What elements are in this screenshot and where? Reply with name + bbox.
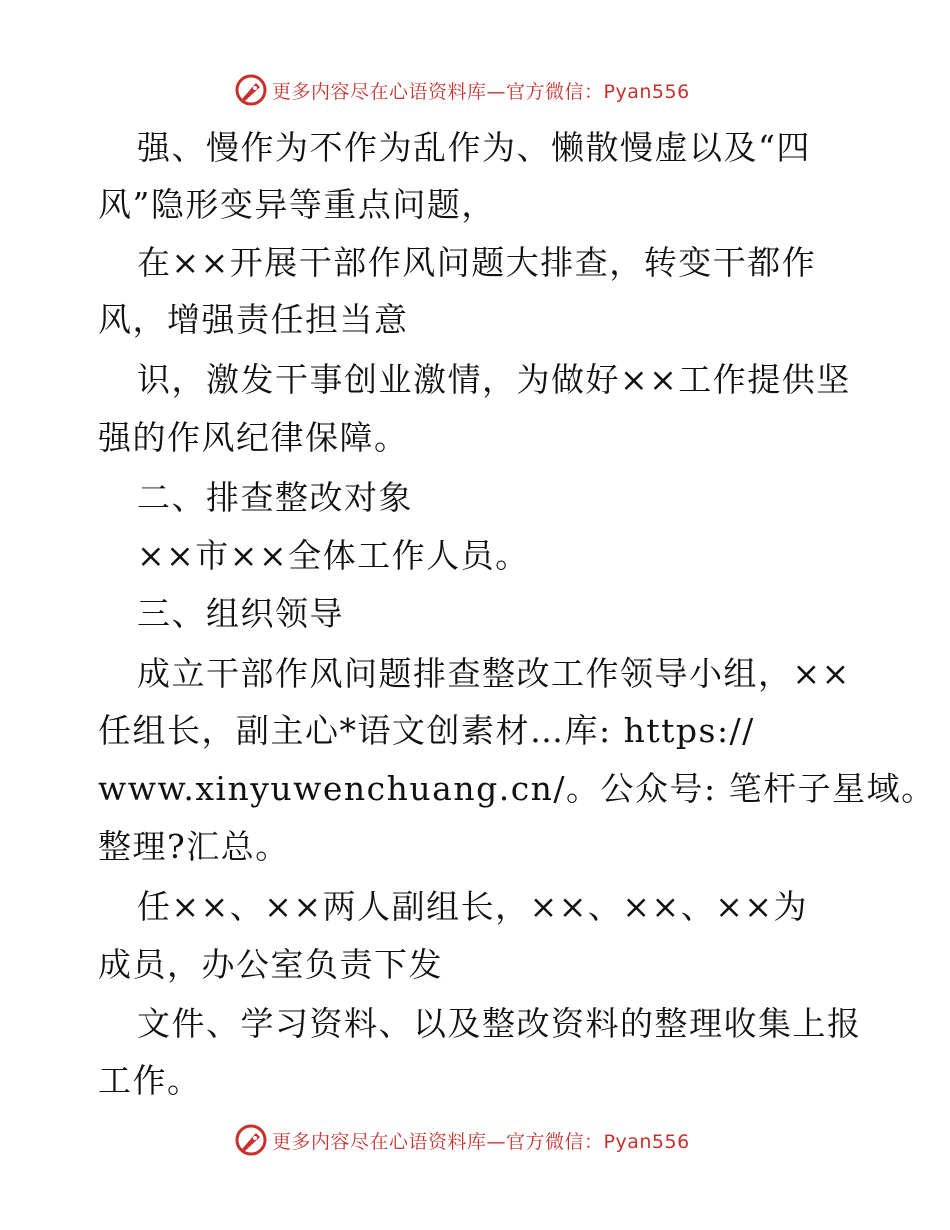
header-watermark-banner [234, 70, 690, 110]
body-line: 任组长，副主心*语文创素材…库: https:// [98, 711, 755, 750]
pen-nib-logo-icon [234, 73, 268, 107]
body-line: 工作。 [98, 1061, 202, 1100]
footer-watermark-banner [234, 1120, 690, 1160]
body-line: 任××、××两人副组长，××、××、××为 [137, 887, 809, 926]
watermark-text: 更多内容尽在心语资料库—官方微信：Pyan556 [272, 80, 690, 103]
section-heading: 二、排查整改对象 [137, 478, 413, 517]
watermark-text: 更多内容尽在心语资料库—官方微信：Pyan556 [272, 1130, 690, 1153]
body-line: 整理?汇总。 [98, 827, 290, 866]
body-line: 成员，办公室负责下发 [98, 945, 443, 984]
body-line: 文件、学习资料、以及整改资料的整理收集上报 [137, 1004, 862, 1043]
body-line: 风”隐形变异等重点问题， [98, 185, 496, 224]
body-line: 识，激发干事创业激情，为做好××工作提供坚 [137, 360, 851, 399]
body-line: ××市××全体工作人员。 [137, 536, 530, 575]
section-heading: 三、组织领导 [137, 594, 344, 633]
body-line: 在××开展干部作风问题大排查，转变干都作 [137, 243, 817, 282]
body-line: www.xinyuwenchuang.cn/。公众号: 笔杆子星域。 [98, 769, 936, 808]
body-line: 风，增强责任担当意 [98, 300, 409, 339]
body-line: 强、慢作为不作为乱作为、懒散慢虚以及“四 [137, 128, 811, 167]
pen-nib-logo-icon [234, 1123, 268, 1157]
body-line: 强的作风纪律保障。 [98, 418, 409, 457]
body-line: 成立干部作风问题排查整改工作领导小组，×× [137, 654, 851, 693]
